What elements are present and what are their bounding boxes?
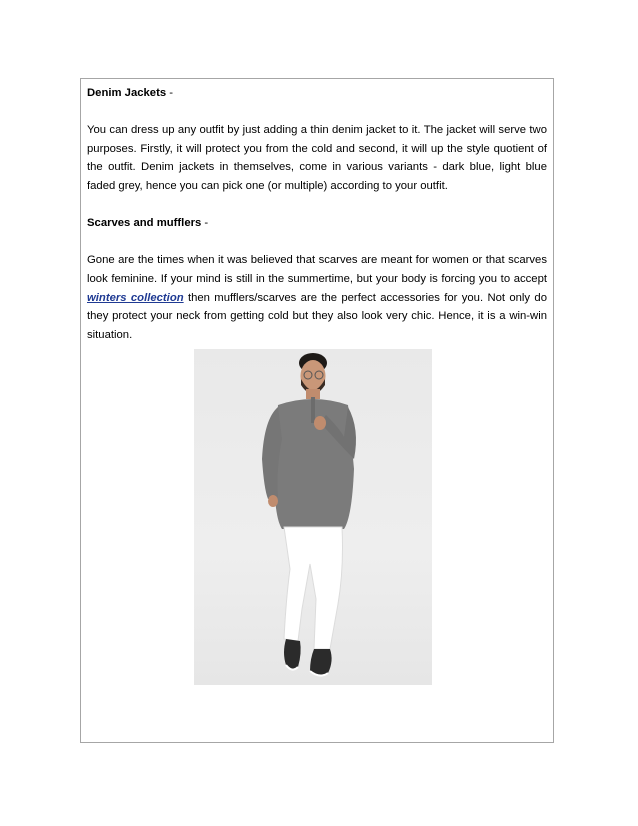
paragraph-denim: You can dress up any outfit by just adding a thin denim jacket to it. The jacket will serve two purposes. Firstly, it will protect you from the cold and second, it will up the style quotient of the outfit. Denim jackets in themselves, come in various variants - dark blue, light blue faded grey, hence you can pick one (or multiple) according to your outfit. (87, 124, 547, 192)
paragraph-text: Gone are the times when it was believed that scarves are meant for women or that scarves look feminine. If your mind is still in the summertime, but your body is forcing you to accept (87, 254, 547, 285)
heading-suffix: - (201, 217, 209, 230)
paragraph-text: then mufflers/scarves are the perfect accessories for you. Not only do they protect your neck from getting cold but they also look very chic. Hence, it is a win-win situation. (87, 291, 547, 341)
heading-suffix: - (166, 87, 174, 99)
heading-text: Denim Jackets (87, 87, 167, 99)
heading-text: Scarves and mufflers (87, 217, 202, 230)
sweater-placket (311, 397, 315, 423)
man-figure-illustration (194, 349, 432, 685)
document-body (87, 84, 547, 363)
white-jeans (284, 527, 343, 649)
left-hand (268, 495, 278, 507)
right-shoe (310, 649, 332, 675)
section-heading-scarves (87, 214, 547, 233)
left-shoe (284, 639, 301, 669)
product-photo (194, 349, 432, 685)
section-heading-denim (87, 84, 547, 103)
paragraph-scarves (87, 251, 547, 344)
winters-collection-link[interactable]: winters collection (87, 291, 184, 304)
hand-at-collar (314, 416, 326, 430)
